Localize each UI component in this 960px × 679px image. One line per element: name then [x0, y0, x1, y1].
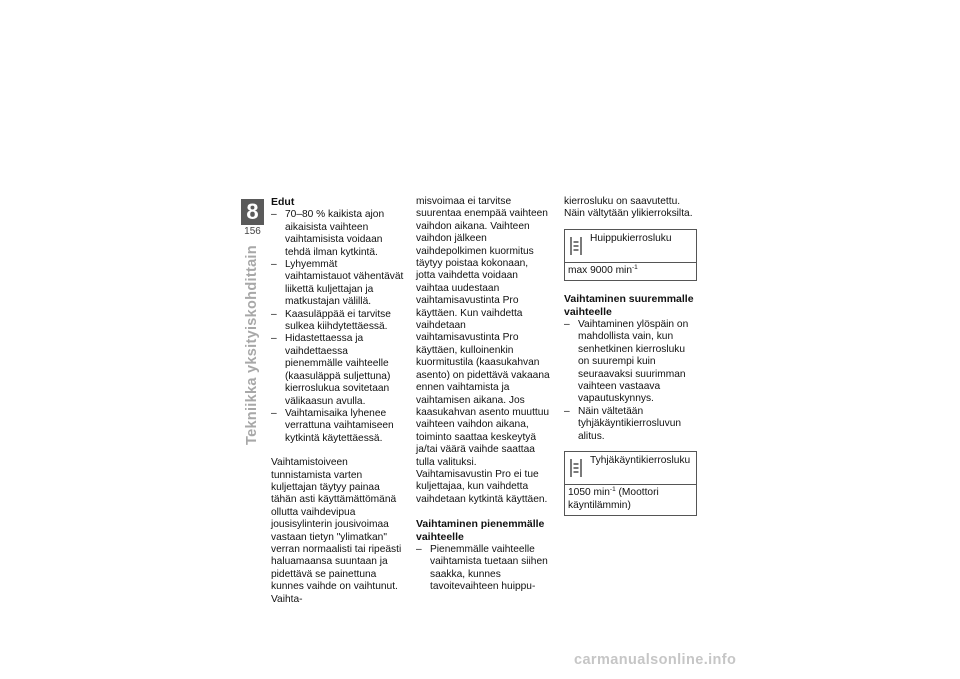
watermark: carmanualsonline.info [574, 652, 737, 668]
column-3 [564, 196, 698, 516]
spec-unit-exponent: -1 [632, 263, 638, 271]
downshift-list [416, 544, 550, 594]
column-1 [271, 196, 405, 606]
list-item: – Pienemmälle vaihteelle vaihtamista tuetaan siihen saakka, kunnes tavoitevaihteen huippu- [416, 544, 550, 594]
list-item: – Näin vältetään tyhjäkäyntikierrosluvun alitus. [564, 406, 698, 443]
list-item: – Hidastettaessa ja vaihdettaessa pienemmälle vaihteelle (kaasuläppä suljettuna) kierroslukua sovitetaan välikaasun avulla. [271, 333, 405, 407]
list-item: – Kaasuläppää ei tarvitse sulkea kiihdytettäessä. [271, 309, 405, 334]
spec-label: Tyhjäkäyntikierrosluku [590, 455, 691, 467]
spec-unit-exponent: -1 [609, 486, 616, 494]
body-paragraph: kierrosluku on saavutettu. Näin vältytään ylikierroksilta. [564, 196, 693, 220]
heading-upshift: Vaihtaminen suuremmalle vaihteelle [564, 293, 694, 318]
list-item: – 70–80 % kaikista ajon aikaisista vaihteen vaihtamisista voidaan tehdä ilman kytkintä. [271, 209, 405, 259]
spec-value [565, 485, 696, 515]
column-2 [416, 196, 550, 594]
heading-downshift: Vaihtaminen pienemmälle vaihteelle [416, 518, 545, 543]
spec-note: (Moottori käyntilämmin) [568, 487, 659, 511]
spec-box-max-rpm [564, 229, 697, 281]
list-item: – Vaihtaminen ylöspäin on mahdollista vain, kun senhetkinen kierrosluku on suurempi kuin seuraavaksi suurimman vaihteen vastaava vapautuskynnys. [564, 319, 698, 406]
spec-box-idle-rpm [564, 451, 697, 516]
spec-value-text: max 9000 min [568, 264, 632, 276]
list-item: – Vaihtamisaika lyhenee verrattuna vaihtamiseen kytkintä käytettäessä. [271, 408, 405, 445]
page-number: 156 [244, 226, 261, 237]
benefits-list [271, 209, 405, 445]
spec-value-text: 1050 min [568, 487, 610, 499]
chapter-number: 8 [241, 199, 264, 225]
section-title: Tekniikka yksityiskohdittain [244, 245, 260, 445]
list-item: – Lyhyemmät vaihtamistauot vähentävät liikettä kuljettajan ja matkustajan välillä. [271, 259, 405, 309]
spec-label: Huippukierrosluku [590, 232, 672, 244]
spec-value [565, 263, 696, 280]
spec-value-icon [569, 458, 583, 478]
body-paragraph: misvoimaa ei tarvitse suurentaa enempää vaihteen vaihdon aikana. Vaihteen vaihdon jälkeen vaihdepolkimen kuormitus täytyy poistaa kokonaan, jotta vaihdetta voidaan vaihtaa uudestaan vaihtamisavustinta Pro käyttäen. Kun vaihdetta vaihdetaan vaihtamisavustinta Pro käyttäen, kulloinenkin kuormitustila (kaasukahvan asento) on pidettävä vakaana ennen vaihtamista ja vaihtamisen aikana. Jos kaasukahvan asento muuttuu vaihteen vaihdon aikana, toiminto saattaa keskeytyä ja/tai väärä vaihde saattaa tulla valituksi. Vaihtamisavustin Pro ei tue kuljettajaa, kun vaihdetta vaihdetaan kytkintä käyttäen. [416, 196, 550, 505]
heading-benefits: Edut [271, 196, 295, 208]
upshift-list [564, 319, 698, 443]
body-paragraph: Vaihtamistoiveen tunnistamista varten kuljettajan täytyy painaa tähän asti käyttämättömänä ollutta vaihdevipua jousisylinterin jousivoimaa vastaan tietyn "ylimatkan" verran normaalisti tai ripeästi haluamaansa suuntaan ja pidettävä se painettuna kunnes vaihde on vaihtunut. Vaihta- [271, 457, 402, 605]
spec-value-icon [569, 236, 583, 256]
